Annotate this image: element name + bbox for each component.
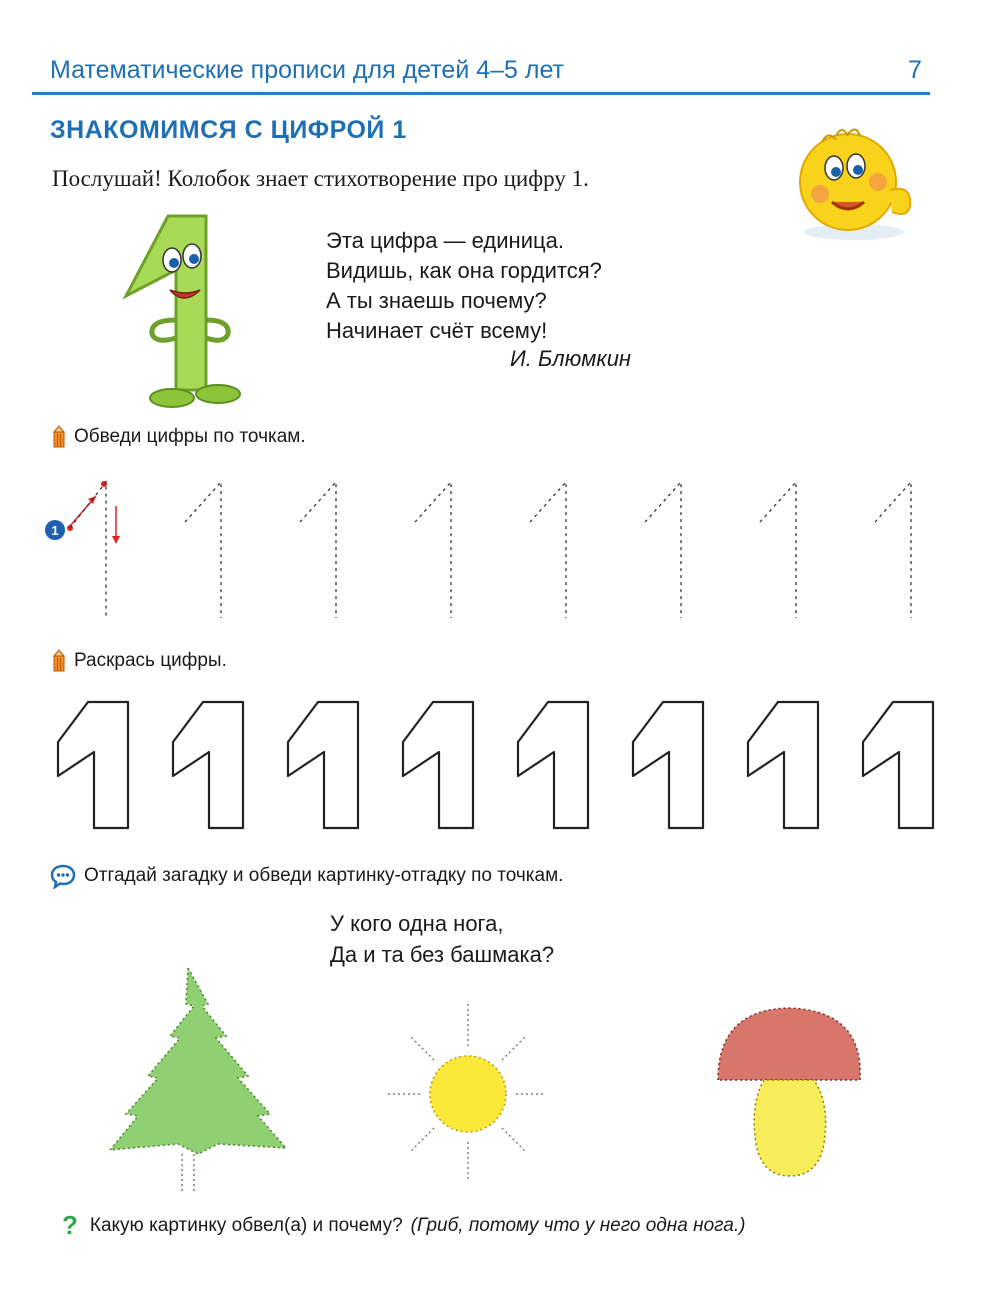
colorable-digit-one[interactable]: [863, 702, 933, 828]
poem-line: Видишь, как она гордится?: [326, 258, 602, 283]
intro-text: Послушай! Колобок знает стихотворение про цифру 1.: [52, 166, 589, 191]
question-answer: (Гриб, потому что у него одна нога.): [410, 1214, 746, 1236]
question-icon: ?: [62, 1210, 78, 1240]
speech-bubble-icon: [50, 864, 76, 888]
traceable-digit-one[interactable]: [760, 482, 796, 618]
riddle-line: У кого одна нога,: [330, 911, 504, 936]
traceable-digit-one[interactable]: [645, 482, 681, 618]
digit-one-character: [106, 210, 266, 410]
poem-line: А ты знаешь почему?: [326, 288, 547, 313]
task-color-text: Раскрась цифры.: [74, 650, 227, 671]
sun-picture[interactable]: [386, 1002, 546, 1182]
task-riddle-text: Отгадай загадку и обведи картинку-отгадку по точкам.: [84, 865, 564, 886]
book-title: Математические прописи для детей 4–5 лет: [50, 56, 565, 84]
task-color-instruction: [52, 650, 227, 672]
pencil-icon: [52, 426, 66, 448]
colorable-digit-one[interactable]: [288, 702, 358, 828]
kolobok-illustration: [782, 120, 932, 250]
traceable-digit-one[interactable]: [300, 482, 336, 618]
question-text: Какую картинку обвел(а) и почему?: [89, 1214, 403, 1236]
task-trace-instruction: [52, 426, 306, 448]
page-number: 7: [908, 56, 922, 84]
riddle-line: Да и та без башмака?: [330, 942, 555, 967]
question-line: [62, 1210, 745, 1241]
task-riddle-instruction: [50, 864, 563, 888]
mushroom-picture[interactable]: [714, 1004, 866, 1180]
colorable-digit-one[interactable]: [403, 702, 473, 828]
colorable-digit-one[interactable]: [518, 702, 588, 828]
colorable-digit-one[interactable]: [633, 702, 703, 828]
traceable-digit-one[interactable]: [875, 482, 911, 618]
traceable-digit-one[interactable]: [185, 482, 221, 618]
traceable-digit-one[interactable]: [415, 482, 451, 618]
task-trace-text: Обведи цифры по точкам.: [74, 426, 306, 447]
fir-tree-picture[interactable]: [98, 964, 298, 1196]
traceable-digit-one[interactable]: [530, 482, 566, 618]
poem-author: И. Блюмкин: [510, 346, 632, 371]
colorable-digit-one[interactable]: [58, 702, 128, 828]
riddle: [330, 908, 554, 970]
poem: [326, 226, 602, 346]
colorable-digit-one[interactable]: [748, 702, 818, 828]
traceable-digit-one[interactable]: [70, 482, 106, 618]
pencil-icon: [52, 650, 66, 672]
header-divider: [32, 92, 930, 95]
poem-line: Начинает счёт всему!: [326, 318, 548, 343]
colorable-digit-one[interactable]: [173, 702, 243, 828]
poem-line: Эта цифра — единица.: [326, 228, 564, 253]
section-title: ЗНАКОМИМСЯ С ЦИФРОЙ 1: [50, 116, 407, 144]
traceable-digits-row[interactable]: [0, 470, 1000, 620]
trace-start-marker-label: 1: [51, 522, 59, 538]
colorable-digits-row[interactable]: [0, 696, 1000, 836]
